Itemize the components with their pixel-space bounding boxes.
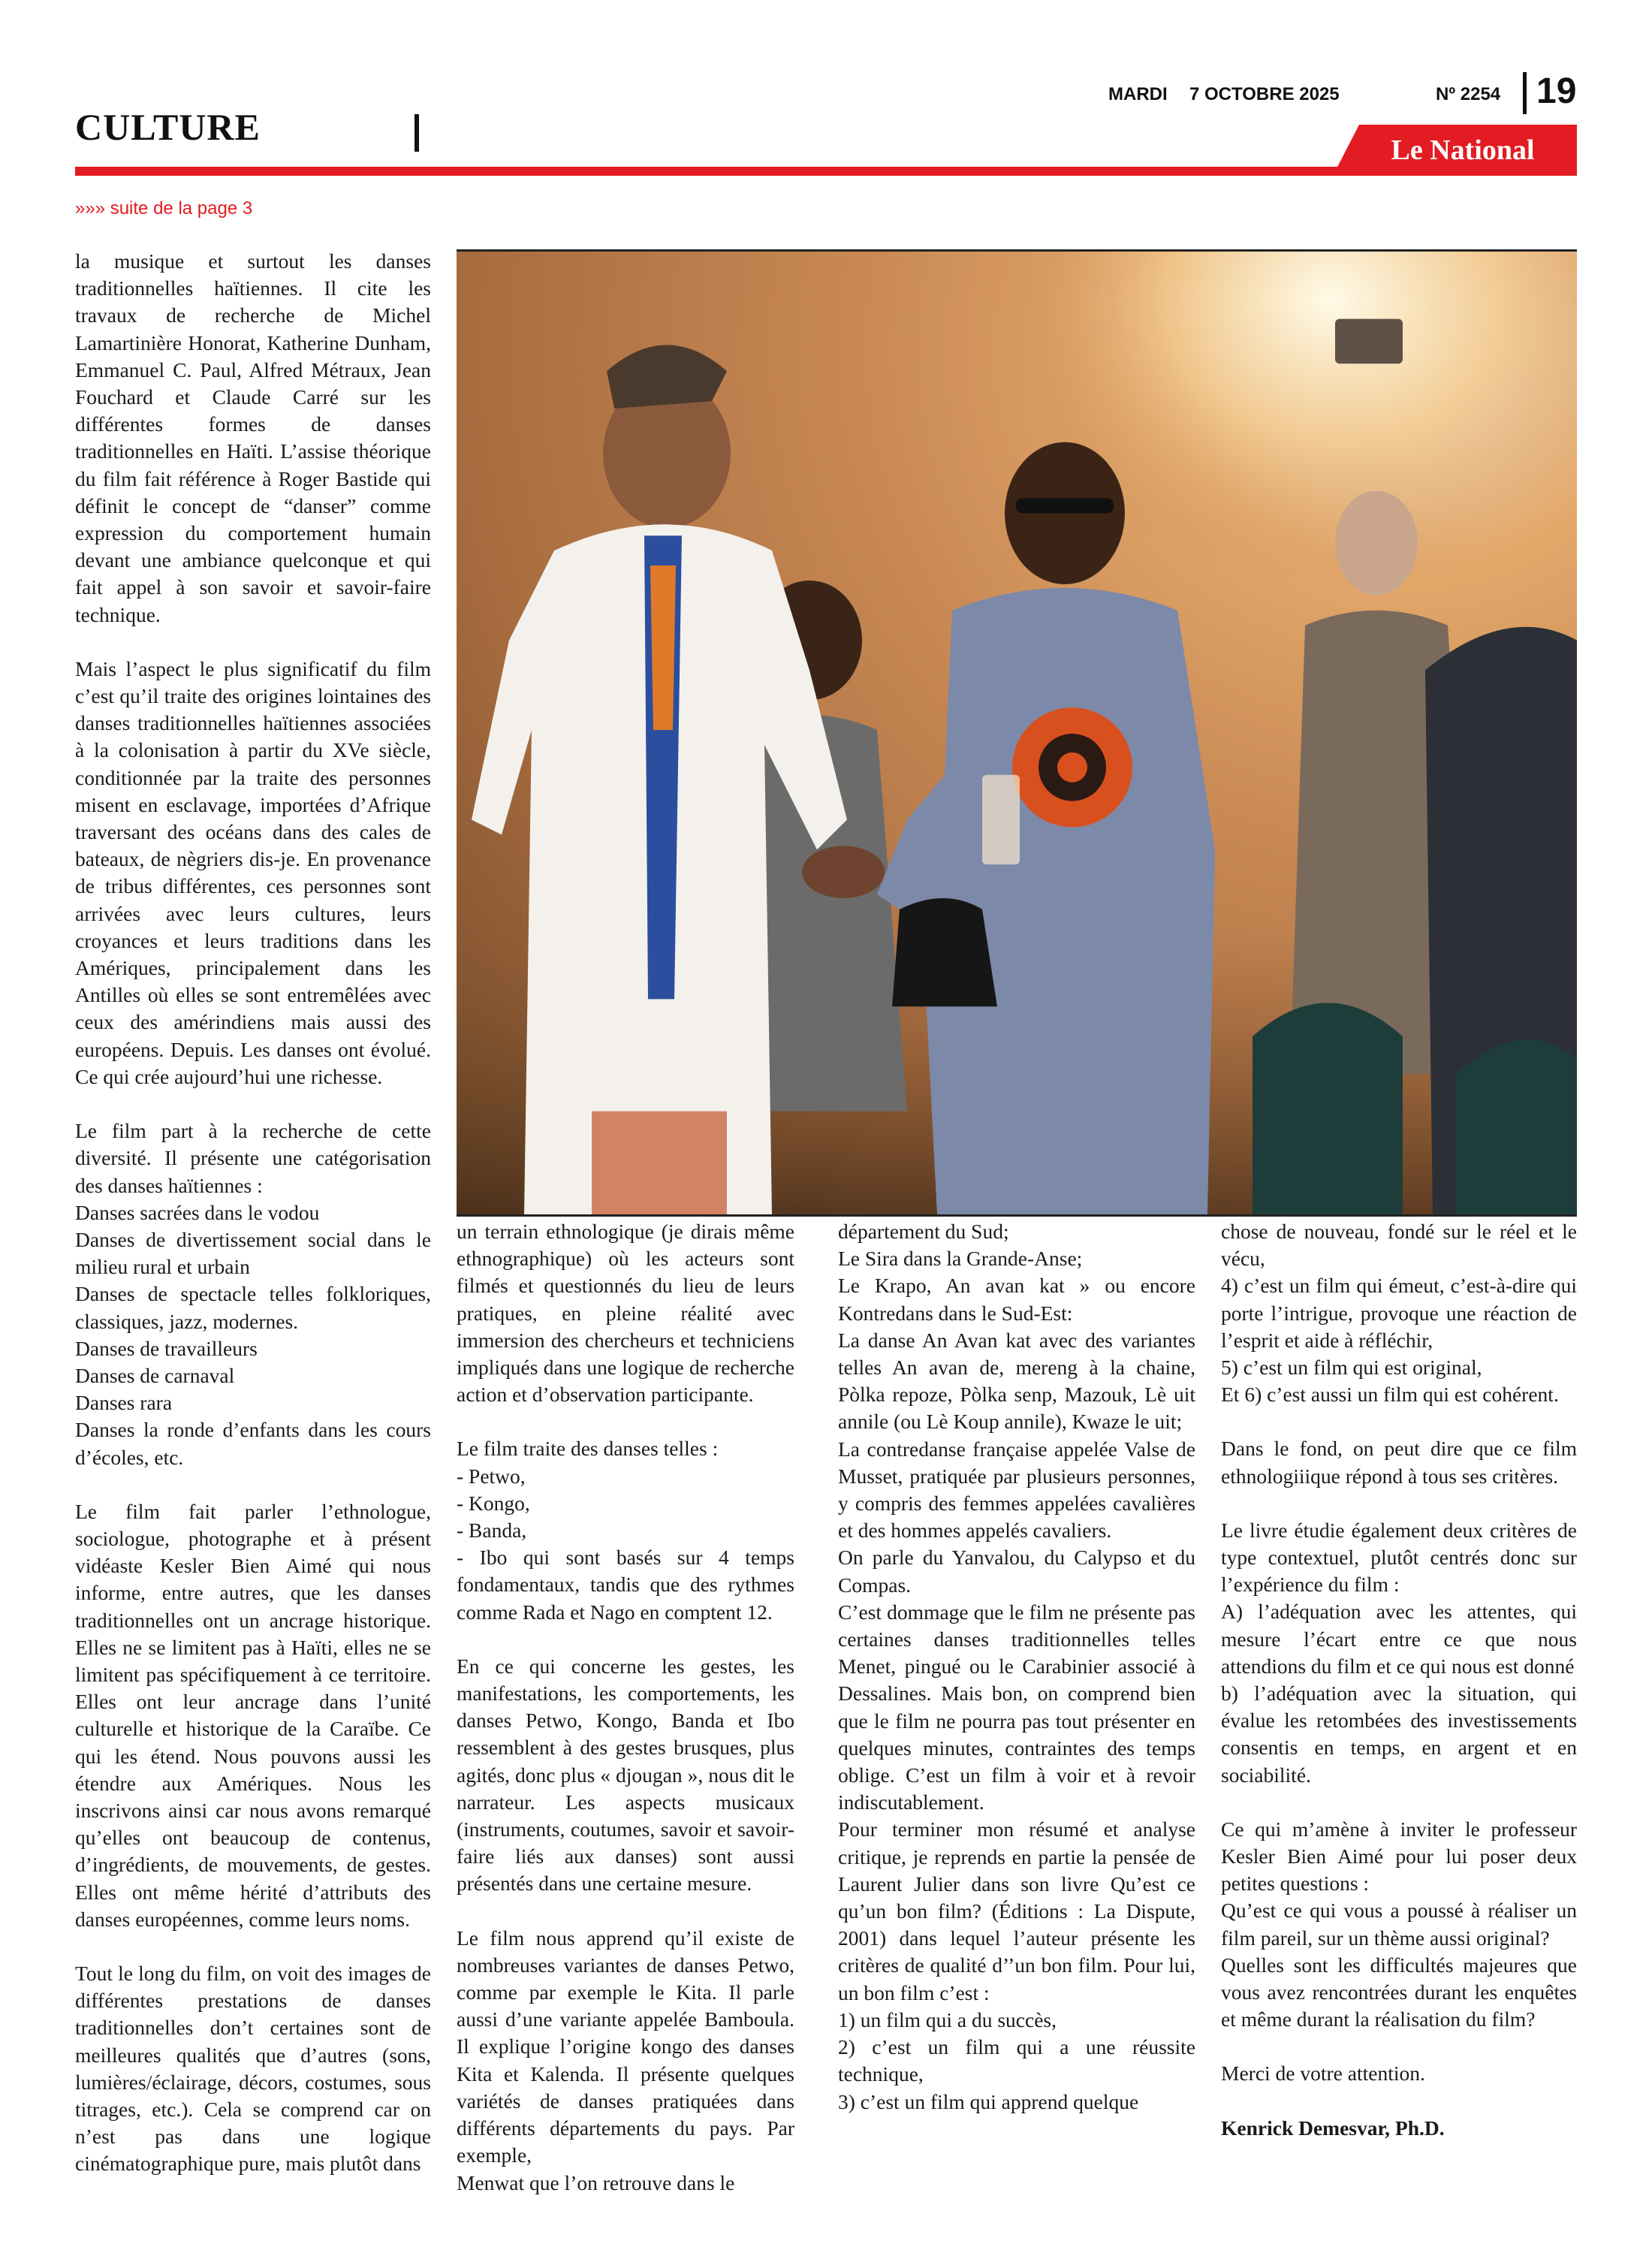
paragraph: chose de nouveau, fondé sur le réel et le vécu, [1221, 1220, 1577, 1271]
article-column-4 [1221, 1218, 1577, 2142]
paragraph: Pour terminer mon résumé et analyse critique, je reprends en partie la pensée de Laurent Julier dans son livre Qu’est ce qu’un bon film? (Éditions : La Dispute, 2001) dans lequel l’auteur présente les critères de qualité d’’un bon film. Pour lui, un bon film c’est : [838, 1817, 1195, 2004]
date-day: MARDI [1108, 84, 1168, 104]
date-full: 7 OCTOBRE 2025 [1189, 84, 1340, 104]
paragraph: Le film nous apprend qu’il existe de nombreuses variantes de danses Petwo, comme par exemple le Kita. Il parle aussi d’une variante appelée Bamboula. Il explique l’origine kongo des danses Kita et Kalenda. Il présente quelques variétés de danses pratiquées dans différents départements du pays. Par exemple, [457, 1926, 794, 2167]
paragraph: département du Sud; [838, 1220, 1009, 1243]
list-item: 3) c’est un film qui apprend quelque [838, 2089, 1139, 2113]
paragraph: La contredanse française appelée Valse de Musset, pratiquée par plusieurs personnes, y compris des femmes appelées cavalières et des hommes appelés cavaliers. [838, 1437, 1195, 1543]
paragraph: Le film fait parler l’ethnologue, sociologue, photographe et à présent vidéaste Kesler Bien Aimé qui nous informe, entre autres, que les danses traditionnelles ont un ancrage historique. Elles ne se limitent pas à Haïti, elles ne se limitent pas spécifiquement à ce territoire. Elles ont leur ancrage dans l’unité culturelle et historique de la Caraïbe. Ce qui les étend. Nous pouvons aussi les étendre aux Amériques. Nous les inscrivons ainsi car nous avons remarqué qu’elles ont beaucoup de contenus, d’ingrédients, de mouvements, de gestes. Elles ont même hérité d’attributs des danses européennes, comme leurs noms. [75, 1499, 431, 1931]
paragraph: Mais l’aspect le plus significatif du film c’est qu’il traite des origines lointaines des danses traditionnelles haïtiennes associées à la colonisation à partir du XVe siècle, conditionnée par la traite des personnes misent en esclavage, importées d’Afrique traversant des océans dans des cales de bateaux, de nègriers dis-je. En provenance de tribus différentes, ces personnes sont arrivées avec leurs cultures, leurs croyances et leurs traditions dans les Amériques, principalement dans les Antilles où elles se sont entremêlées avec ceux des amérindiens mais aussi des européens. Depuis. Les danses ont évolué. Ce qui crée aujourd’hui une richesse. [75, 656, 431, 1088]
article-column-3 [838, 1218, 1195, 2116]
paragraph: Qu’est ce qui vous a poussé à réaliser un film pareil, sur un thème aussi original? [1221, 1899, 1577, 1950]
photo-icon [457, 252, 1577, 1214]
list-item: - Ibo qui sont basés sur 4 temps fondamentaux, tandis que des rythmes comme Rada et Nago en comptent 12. [457, 1546, 794, 1624]
list-item: 2) c’est un film qui a une réussite technique, [838, 2035, 1195, 2086]
list-item: Danses de divertissement social dans le milieu rural et urbain [75, 1227, 431, 1279]
list-item: - Petwo, [457, 1464, 526, 1488]
list-item: Danses de travailleurs [75, 1336, 258, 1360]
paragraph: Le Krapo, An avan kat » ou encore Kontredans dans le Sud-Est: [838, 1274, 1195, 1325]
list-item: - Kongo, [457, 1491, 530, 1515]
list-item: b) l’adéquation avec la situation, qui évalue les retombées des investissements consentis en temps, en argent et en sociabilité. [1221, 1681, 1577, 1787]
paragraph: Merci de votre attention. [1221, 2061, 1425, 2086]
newspaper-name: Le National [1391, 134, 1535, 166]
list-item: - Banda, [457, 1519, 527, 1543]
paragraph: un terrain ethnologique (je dirais même ethnographique) où les acteurs sont filmés et questionnés du lieu de leurs pratiques, en pleine réalité avec immersion des chercheurs et techniciens impliqués dans une logique de recherche action et d’observation participante. [457, 1220, 794, 1407]
paragraph: la musique et surtout les danses traditionnelles haïtiennes. Il cite les travaux de recherche de Michel Lamartinière Honorat, Katherine Dunham, Emmanuel C. Paul, Alfred Métraux, Jean Fouchard et Claude Carré sur les différentes formes de danses traditionnelles en Haïti. L’assise théorique du film fait référence à Roger Bastide qui définit le concept de “danser” comme expression du comportement humain devant une ambiance quelconque et qui fait appel à son savoir et savoir-faire technique. [75, 249, 431, 626]
paragraph: Menwat que l’on retrouve dans le [457, 2170, 735, 2194]
issue-number: Nº 2254 [1436, 84, 1501, 104]
paragraph: Tout le long du film, on voit des images de différentes prestations de danses traditionnelles don’t certaines sont de meilleures qualités que d’autres (sons, lumières/éclairage, décors, costumes, sous titrages, etc.). Cela se comprend car on n’est pas dans une logique cinématographique pure, mais plutôt dans [75, 1961, 431, 2176]
paragraph: Dans le fond, on peut dire que ce film ethnologiiique répond à tous ses critères. [1221, 1437, 1577, 1488]
paragraph: C’est dommage que le film ne présente pas certaines danses traditionnelles telles Menet, pingué ou le Carabinier associé à Dessalines. Mais bon, on comprend bien que le film ne pourra pas tout présenter en quelques minutes, contraintes des temps oblige. C’est un film à voir et à revoir indiscutablement. [838, 1600, 1195, 1814]
paragraph: Quelles sont les difficultés majeures que vous avez rencontrées durant les enquêtes et même durant la réalisation du film? [1221, 1953, 1577, 2031]
list-item: Danses sacrées dans le vodou [75, 1200, 320, 1224]
paragraph: La danse An Avan kat avec des variantes telles An avan de, mereng à la chaine, Pòlka repoze, Pòlka senp, Mazouk, Lè uit annile (ou Lè Koup annile), Kwaze le uit; [838, 1328, 1195, 1434]
article-column-2 [457, 1218, 794, 2197]
issue-separator [1523, 72, 1527, 114]
list-item: 1) un film qui a du succès, [838, 2007, 1057, 2031]
article-column-1 [75, 248, 431, 2178]
section-title: CULTURE [75, 106, 261, 148]
page-number: 19 [1536, 71, 1577, 111]
paragraph: Ce qui m’amène à inviter le professeur Kesler Bien Aimé pour lui poser deux petites questions : [1221, 1817, 1577, 1896]
author-signature: Kenrick Demesvar, Ph.D. [1221, 2116, 1445, 2140]
section-divider [415, 114, 419, 152]
continued-from-link[interactable]: »»» suite de la page 3 [75, 198, 253, 219]
paragraph: En ce qui concerne les gestes, les manifestations, les comportements, les danses Petwo, Kongo, Banda et Ibo ressemblent à des gestes brusques, plus agités, donc plus « djougan », nous dit le narrateur. Les aspects musicaux (instruments, coutumes, savoir et savoir-faire liés aux danses) sont aussi présentés dans une certaine mesure. [457, 1654, 794, 1896]
paragraph: Le livre étudie également deux critères de type contextuel, plutôt centrés donc sur l’expérience du film : [1221, 1518, 1577, 1597]
paragraph: Le film traite des danses telles : [457, 1437, 719, 1461]
list-item: A) l’adéquation avec les attentes, qui mesure l’écart entre ce que nous attendions du film et ce qui nous est donné [1221, 1600, 1577, 1678]
paragraph: Le film part à la recherche de cette diversité. Il présente une catégorisation des danses haïtiennes : [75, 1119, 431, 1197]
list-item: Danses de spectacle telles folkloriques, classiques, jazz, modernes. [75, 1282, 431, 1333]
list-item: Danses la ronde d’enfants dans les cours d’écoles, etc. [75, 1418, 431, 1469]
list-item: Danses de carnaval [75, 1363, 235, 1387]
article-photo [457, 249, 1577, 1217]
paragraph: On parle du Yanvalou, du Calypso et du Compas. [838, 1546, 1195, 1597]
header-rule [75, 167, 1577, 176]
list-item: Danses rara [75, 1391, 173, 1415]
list-item: 4) c’est un film qui émeut, c’est-à-dire qui porte l’intrigue, provoque une réaction de l’esprit et aide à réfléchir, [1221, 1274, 1577, 1352]
paragraph: Le Sira dans la Grande-Anse; [838, 1247, 1083, 1271]
list-item: Et 6) c’est aussi un film qui est cohérent. [1221, 1383, 1559, 1407]
list-item: 5) c’est un film qui est original, [1221, 1356, 1482, 1380]
